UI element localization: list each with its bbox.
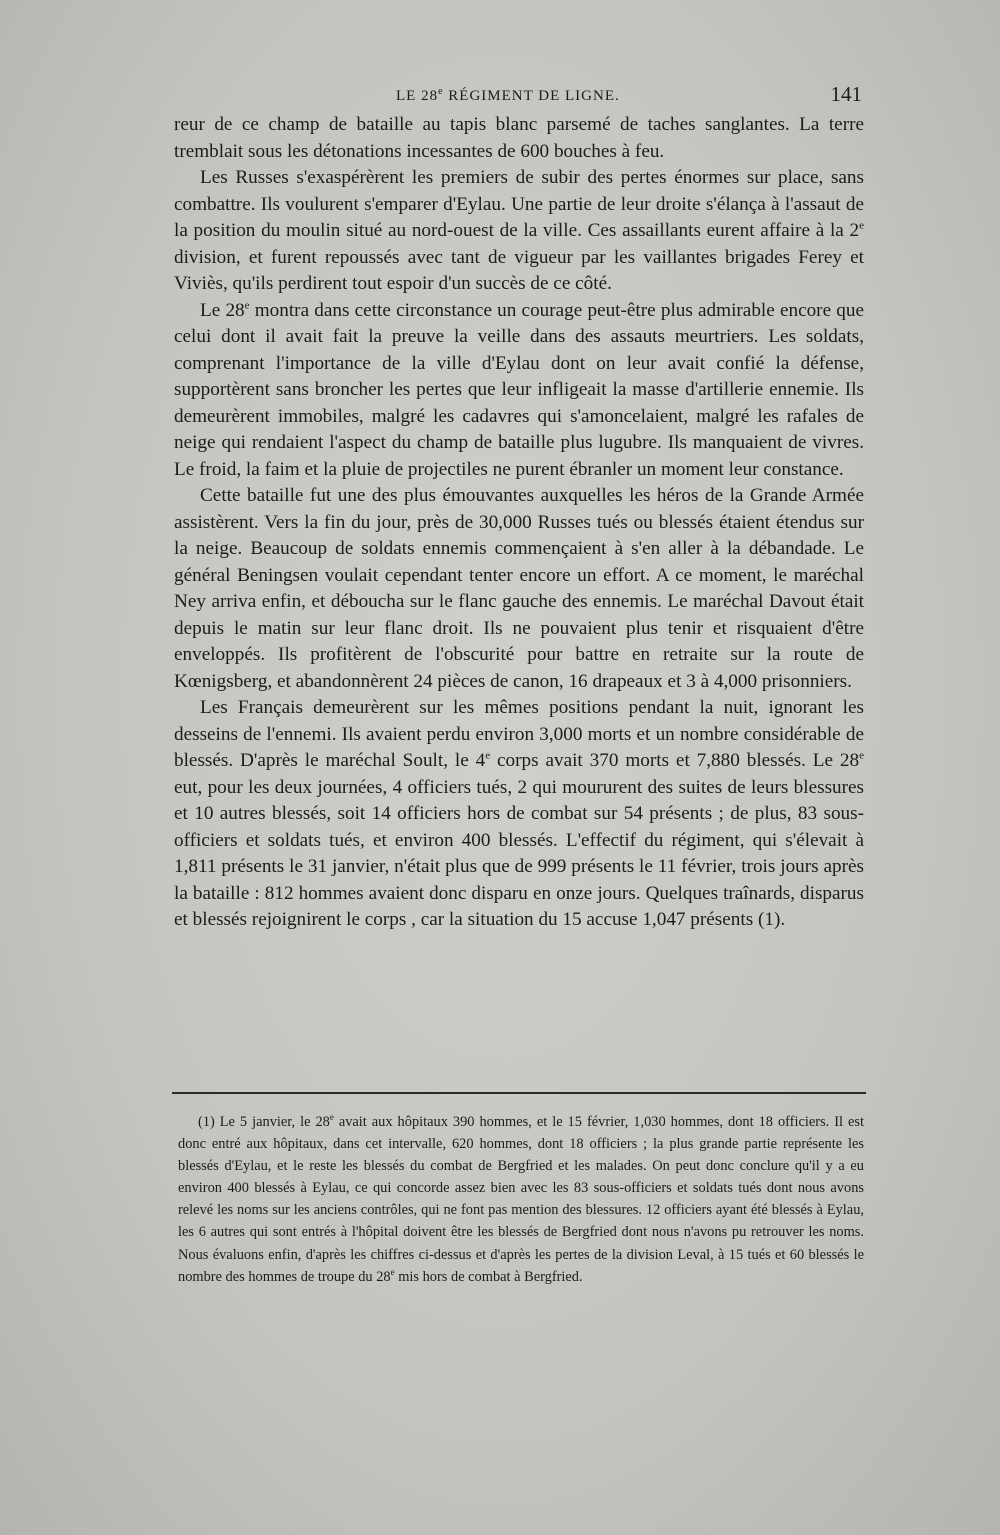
paragraph-3: Le 28e montra dans cette circonstance un courage peut-être plus admirable encore que celui dont il avait fait la preuve la veille dans des assauts meurtriers. Les soldats, comprenant l'importance de la ville d'Eylau dont on leur avait confié la défense, supportèrent sans broncher les pertes que leur infligeait la masse d'artillerie ennemie. Ils demeurèrent immobiles, malgré les cadavres qui s'amoncelaient, malgré les rafales de neige qui rendaient l'aspect du champ de bataille plus lugubre. Ils manquaient de vivres. Le froid, la faim et la pluie de projectiles ne purent ébranler un moment leur constance. (174, 299, 864, 480)
paragraph-5: Les Français demeurèrent sur les mêmes positions pendant la nuit, ignorant les desseins de l'ennemi. Ils avaient perdu environ 3,000 morts et un nombre considérable de blessés. D'après le maréchal Soult, le 4e corps avait 370 morts et 7,880 blessés. Le 28e eut, pour les deux journées, 4 officiers tués, 2 qui moururent des suites de leurs blessures et 10 autres blessés, soit 14 officiers hors de combat sur 54 présents ; de plus, 83 sous-officiers et soldats tués, et environ 400 blessés. L'effectif du régiment, qui s'élevait à 1,811 présents le 31 janvier, n'était plus que de 999 présents le 11 février, trois jours après la bataille : 812 hommes avaient donc disparu en onze jours. Quelques traînards, disparus et blessés rejoignirent le corps , car la situation du 15 accuse 1,047 présents (1). (174, 697, 864, 930)
page-header (172, 82, 866, 112)
footnote-separator (172, 1092, 866, 1094)
paragraph-2: Les Russes s'exaspérèrent les premiers de subir des pertes énormes sur place, sans combattre. Ils voulurent s'emparer d'Eylau. Une partie de leur droite s'élança à l'assaut de la position du moulin situé au nord-ouest de la ville. Ces assaillants eurent affaire à la 2e division, et furent repoussés avec tant de vigueur par les vaillantes brigades Ferey et Viviès, qu'ils perdirent tout espoir d'un succès de ce côté. (174, 167, 864, 294)
paragraph-4: Cette bataille fut une des plus émouvantes auxquelles les héros de la Grande Armée assistèrent. Vers la fin du jour, près de 30,000 Russes tués ou blessés étaient étendus sur la neige. Beaucoup de soldats ennemis commençaient à s'en aller à la débandade. Le général Beningsen voulait cependant tenter encore un effort. A ce moment, le maréchal Ney arriva enfin, et déboucha sur le flanc gauche des ennemis. Le maréchal Davout était depuis le matin sur leur flanc droit. Ils ne pouvaient plus tenir et risquaient d'être enveloppés. Ils profitèrent de l'obscurité pour battre en retraite sur la route de Kœnigsberg, et abandonnèrent 24 pièces de canon, 16 drapeaux et 3 à 4,000 prisonniers. (174, 485, 864, 692)
footnote: (1) Le 5 janvier, le 28e avait aux hôpitaux 390 hommes, et le 15 février, 1,030 hommes, dont 18 officiers. Il est donc entré aux hôpitaux, dans cet intervalle, 620 hommes, dont 18 officiers ; la plus grande partie représente les blessés d'Eylau, et le reste les blessés du combat de Bergfried et les malades. On peut donc conclure qu'il y a eu environ 400 blessés à Eylau, ce qui concorde assez bien avec les 83 sous-officiers et soldats tués dont nous avons relevé les noms sur les anciens contrôles, qui ne font pas mention des blessures. 12 officiers ayant été blessés à Eylau, les 6 autres qui sont entrés à l'hôpital doivent être les blessés de Bergfried dont nous n'avons pu retrouver les noms. Nous évaluons enfin, d'après les chiffres ci-dessus et d'après les pertes de la division Leval, à 15 tués et 60 blessés le nombre des hommes de troupe du 28e mis hors de combat à Bergfried. (178, 1112, 864, 1285)
running-title: LE 28e RÉGIMENT DE LIGNE. (396, 86, 620, 104)
page-number: 141 (830, 82, 862, 106)
paragraph-1: reur de ce champ de bataille au tapis blanc parsemé de taches sanglantes. La terre tremblait sous les détonations incessantes de 600 bouches à feu. (174, 114, 864, 162)
body-text (174, 112, 864, 934)
